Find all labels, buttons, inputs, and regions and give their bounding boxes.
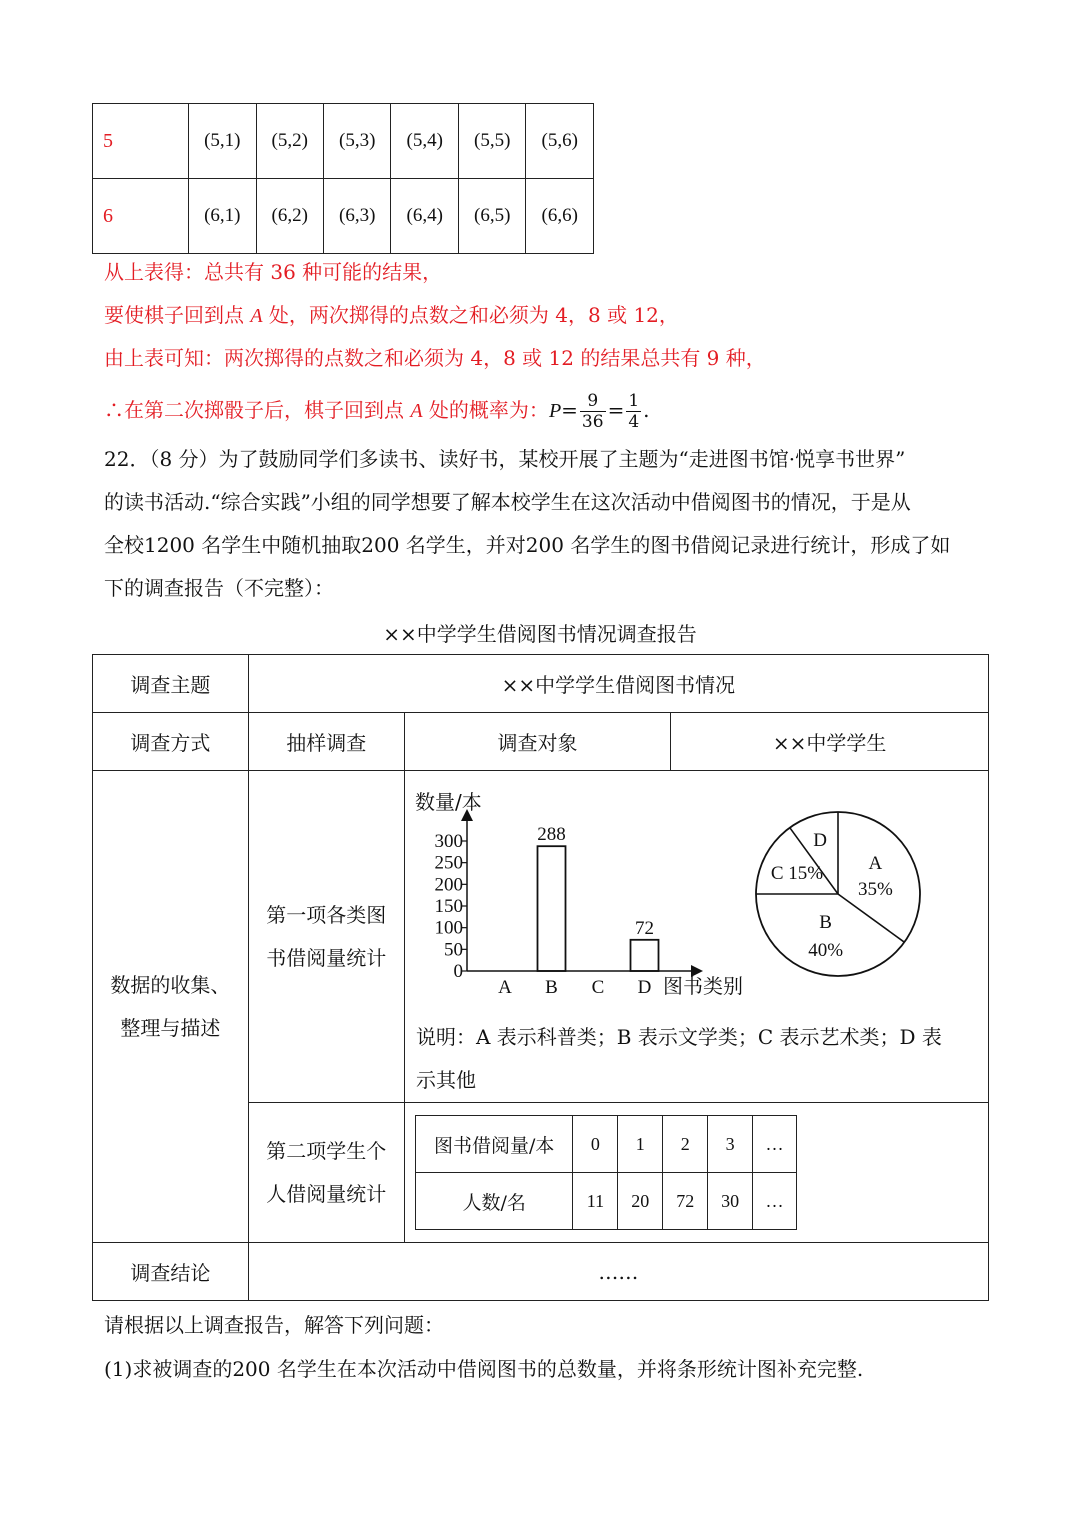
point-variable: A bbox=[410, 400, 423, 422]
bar-value-label: 72 bbox=[635, 917, 654, 939]
topic-label: 调查主题 bbox=[93, 655, 249, 713]
object-value: ××中学学生 bbox=[671, 713, 989, 771]
problem-22-line-1: 22．（8 分）为了鼓励同学们多读书、读好书，某校开展了主题为“走进图书馆·悦享书世界” bbox=[104, 447, 906, 471]
bar-D bbox=[631, 940, 659, 971]
y-tick-label: 200 bbox=[434, 874, 463, 896]
table-row bbox=[416, 1116, 797, 1173]
chart-note-line: 示其他 bbox=[416, 1068, 476, 1092]
x-category-label: A bbox=[498, 977, 512, 998]
chart-note-line: 说明：A 表示科普类；B 表示文学类；C 表示艺术类；D 表 bbox=[416, 1025, 942, 1049]
item1-label bbox=[248, 771, 404, 1103]
question-intro: 请根据以上调查报告，解答下列问题： bbox=[104, 1313, 444, 1337]
people-header: 人数/名 bbox=[416, 1173, 573, 1230]
table-row bbox=[93, 179, 594, 254]
outcome-cell: (6,1) bbox=[189, 179, 256, 254]
people-value: 20 bbox=[618, 1173, 663, 1230]
y-tick-label: 250 bbox=[434, 852, 463, 874]
table-row bbox=[93, 1243, 989, 1301]
item1-label-line: 书借阅量统计 bbox=[266, 945, 387, 970]
table-row bbox=[93, 104, 594, 179]
y-tick-label: 150 bbox=[434, 896, 463, 917]
outcome-cell: (5,6) bbox=[526, 104, 594, 179]
data-section-label bbox=[93, 771, 249, 1243]
question-1: (1)求被调查的200 名学生在本次活动中借阅图书的总数量，并将条形统计图补充完整. bbox=[104, 1357, 864, 1381]
pie-label-name: B bbox=[819, 912, 832, 934]
conclusion-value: …… bbox=[248, 1243, 988, 1301]
topic-value: ××中学学生借阅图书情况 bbox=[248, 655, 988, 713]
table-row bbox=[93, 655, 989, 713]
y-tick-label: 0 bbox=[453, 961, 463, 982]
borrow-value: 1 bbox=[618, 1116, 663, 1173]
solution-line-4: ∴在第二次掷骰子后，棋子回到点 A 处的概率为：P= $\frac{9}{36}$ = $\frac{1}{4}$ . bbox=[104, 391, 650, 432]
y-tick-label: 100 bbox=[434, 917, 463, 939]
data-label-line: 数据的收集、 bbox=[110, 972, 231, 997]
borrow-header: 图书借阅量/本 bbox=[416, 1116, 573, 1173]
solution-text: ∴在第二次掷骰子后，棋子回到点 bbox=[104, 398, 411, 422]
outcome-cell: (6,6) bbox=[526, 179, 594, 254]
problem-22-line-4: 下的调查报告（不完整）： bbox=[104, 576, 334, 600]
table-row bbox=[416, 1173, 797, 1230]
outcome-cell: (5,3) bbox=[324, 104, 391, 179]
people-value: 11 bbox=[573, 1173, 618, 1230]
fraction-denominator: 36 bbox=[581, 412, 604, 432]
y-tick-label: 50 bbox=[444, 939, 463, 961]
pie-slice-B bbox=[838, 894, 904, 942]
solution-line-3: 由上表可知：两次掷得的点数之和必须为 4，8 或 12 的结果总共有 9 种， bbox=[104, 346, 766, 370]
fraction-numerator: 9 bbox=[580, 391, 606, 412]
outcome-cell: (6,4) bbox=[391, 179, 458, 254]
solution-text: 要使棋子回到点 bbox=[104, 303, 251, 327]
people-value: 30 bbox=[708, 1173, 753, 1230]
outcome-cell: (6,2) bbox=[256, 179, 323, 254]
pie-label-name: D bbox=[813, 829, 827, 851]
outcome-cell: (5,4) bbox=[391, 104, 458, 179]
people-value: 72 bbox=[663, 1173, 708, 1230]
y-tick-label: 300 bbox=[434, 831, 463, 852]
dice-outcome-table bbox=[92, 103, 594, 254]
pie-label-percent: 40% bbox=[808, 940, 844, 962]
conclusion-label: 调查结论 bbox=[93, 1243, 249, 1301]
borrow-count-table bbox=[415, 1115, 797, 1230]
solution-line-1: 从上表得：总共有 36 种可能的结果， bbox=[104, 260, 443, 284]
borrow-value: … bbox=[753, 1116, 797, 1173]
fraction bbox=[580, 391, 606, 432]
row-label: 6 bbox=[93, 179, 189, 254]
data-label-line: 整理与描述 bbox=[120, 1015, 221, 1040]
outcome-cell: (5,2) bbox=[256, 104, 323, 179]
borrow-value: 3 bbox=[708, 1116, 753, 1173]
period: . bbox=[643, 398, 650, 422]
fraction-numerator: 1 bbox=[628, 391, 640, 411]
object-label: 调查对象 bbox=[404, 713, 671, 771]
item2-label-line: 人借阅量统计 bbox=[266, 1181, 387, 1206]
bar-B bbox=[538, 846, 566, 971]
x-category-label: C bbox=[591, 977, 605, 998]
fraction bbox=[626, 391, 641, 432]
outcome-cell: (6,5) bbox=[458, 179, 525, 254]
people-value: … bbox=[753, 1173, 797, 1230]
charts-svg bbox=[405, 785, 985, 1005]
fraction-denominator: 4 bbox=[628, 412, 640, 432]
report-caption: ××中学学生借阅图书情况调查报告 bbox=[383, 622, 697, 646]
x-category-label: B bbox=[545, 977, 558, 998]
item2-label-line: 第二项学生个 bbox=[266, 1138, 387, 1163]
outcome-cell: (5,5) bbox=[458, 104, 525, 179]
chart-note bbox=[416, 1016, 942, 1102]
probability-symbol: P bbox=[548, 400, 562, 422]
row-label: 5 bbox=[93, 104, 189, 179]
borrow-value: 0 bbox=[573, 1116, 618, 1173]
outcome-cell: (6,3) bbox=[324, 179, 391, 254]
item1-label-line: 第一项各类图 bbox=[266, 902, 387, 927]
borrow-value: 2 bbox=[663, 1116, 708, 1173]
x-category-label: D bbox=[637, 977, 652, 998]
problem-22-line-2: 的读书活动.“综合实践”小组的同学想要了解本校学生在这次活动中借阅图书的情况，于是从 bbox=[104, 490, 911, 514]
point-variable: A bbox=[250, 305, 263, 327]
solution-line-2 bbox=[104, 301, 679, 330]
solution-text: 处的概率为： bbox=[422, 398, 549, 422]
pie-label-percent: 35% bbox=[858, 878, 893, 900]
pie-label-c: C 15% bbox=[770, 863, 824, 885]
solution-text: 处，两次掷得的点数之和必须为 4，8 或 12， bbox=[262, 303, 679, 327]
table-row bbox=[93, 713, 989, 771]
y-axis-label: 数量/本 bbox=[415, 790, 482, 814]
method-value: 抽样调查 bbox=[248, 713, 404, 771]
item2-label bbox=[248, 1103, 404, 1243]
x-axis-label: 图书类别 bbox=[663, 974, 743, 998]
pie-label-name: A bbox=[868, 852, 883, 874]
problem-22-line-3: 全校1200 名学生中随机抽取200 名学生，并对200 名学生的图书借阅记录进行统计，形成了如 bbox=[104, 533, 951, 557]
bar-value-label: 288 bbox=[537, 824, 566, 846]
method-label: 调查方式 bbox=[93, 713, 249, 771]
outcome-cell: (5,1) bbox=[189, 104, 256, 179]
